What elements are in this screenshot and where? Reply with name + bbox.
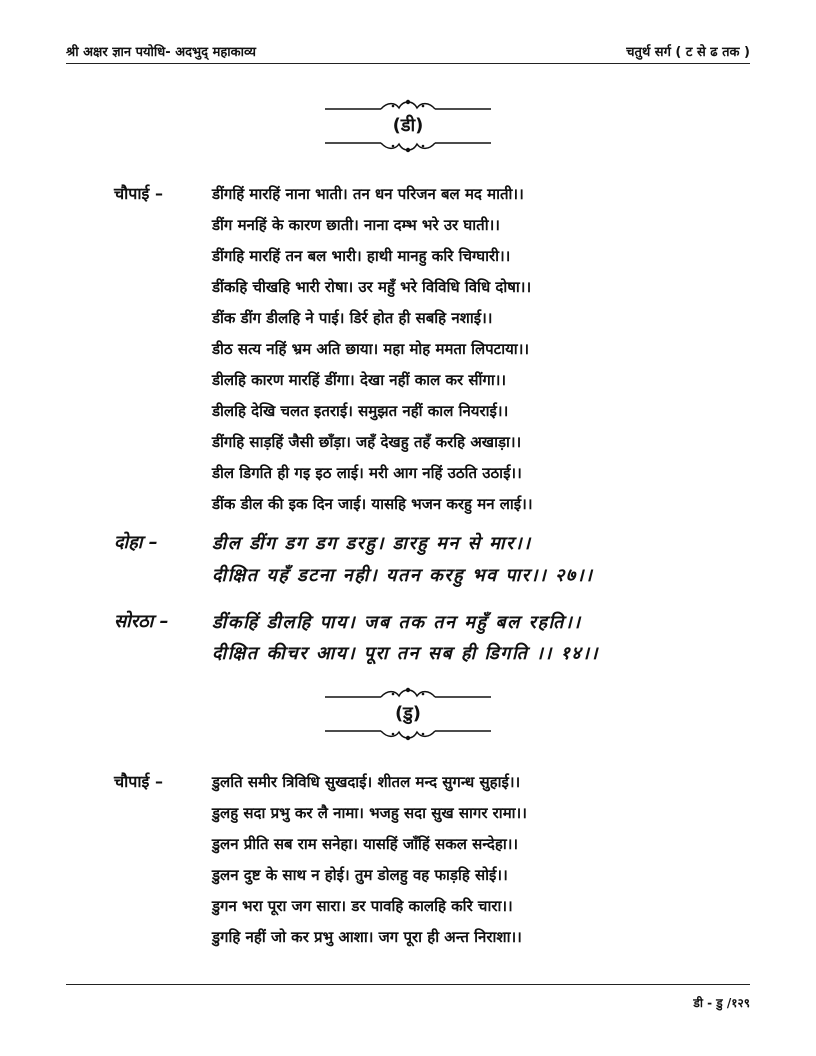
verse-line: डुलति समीर त्रिविधि सुखदाई। शीतल मन्द सुगन्ध सुहाई।। xyxy=(212,773,521,791)
verse-line: डींगहिं मारहिं नाना भाती। तन धन परिजन बल मद माती।। xyxy=(212,185,524,203)
verse-line: डींकहि चीखहि भारी रोषा। उर महुँ भरे विविधि विधि दोषा।। xyxy=(212,278,532,296)
section-heading-du xyxy=(308,684,508,744)
sortha-label: सोरठा – xyxy=(114,611,169,632)
verse-line: डीलहि कारण मारहिं डींगा। देखा नहीं काल कर सींगा।। xyxy=(212,371,507,389)
doha-line: डील डींग डग डग डरहु। डारहु मन से मार।। xyxy=(212,533,532,554)
chapter-title: चतुर्थ सर्ग ( ट से ढ तक ) xyxy=(626,45,750,60)
verse-line: डुलहु सदा प्रभु कर लै नामा। भजहु सदा सुख सागर रामा।। xyxy=(212,804,527,822)
ornament-bottom-icon xyxy=(323,138,493,156)
page-number: डी - डु /१२९ xyxy=(693,996,750,1010)
verse-line: डींक डींग डीलहि ने पाई। डिर्र होत ही सबहि नशाई।। xyxy=(212,309,493,327)
section-heading-di xyxy=(308,96,508,156)
verse-line: डील डिगति ही गइ इठ लाई। मरी आग नहिं उठति उठाई।। xyxy=(212,464,522,482)
verse-line: डींक डील की इक दिन जाई। यासहि भजन करहु मन लाई।। xyxy=(212,495,533,513)
section-title: (डी) xyxy=(392,115,424,136)
footer-divider xyxy=(66,984,750,985)
page-header xyxy=(66,38,750,62)
verse-line: डींगहि मारहिं तन बल भारी। हाथी मानहु करि चिग्घारी।। xyxy=(212,247,511,265)
ornament-bottom-icon xyxy=(323,726,493,744)
chaupai-label: चौपाई – xyxy=(114,184,163,203)
verse-line: डींगहि साड़हिं जैसी छाँड़ा। जहँ देखहु तहँ करहि अखाड़ा।। xyxy=(212,433,522,451)
sortha-line: दीक्षित कीचर आय। पूरा तन सब ही डिगति ।। १४।। xyxy=(212,643,599,664)
verse-line: डुगहि नहीं जो कर प्रभु आशा। जग पूरा ही अन्त निराशा।। xyxy=(212,928,522,946)
doha-label: दोहा – xyxy=(114,532,158,553)
ornament-top-icon xyxy=(323,96,493,114)
doha-line: दीक्षित यहँ डटना नही। यतन करहु भव पार।। २७।। xyxy=(212,565,594,586)
verse-line: डुगन भरा पूरा जग सारा। डर पावहि कालहि करि चारा।। xyxy=(212,897,513,915)
verse-line: डुलन दुष्ट के साथ न होई। तुम डोलहु वह फाड़हि सोई।। xyxy=(212,866,508,884)
sortha-line: डींकहिं डीलहि पाय। जब तक तन महुँ बल रहति।। xyxy=(212,612,582,633)
ornament-top-icon xyxy=(323,684,493,702)
header-divider xyxy=(66,63,750,64)
verse-line: डीठ सत्य नहिं भ्रम अति छाया। महा मोह ममता लिपटाया।। xyxy=(212,340,530,358)
verse-line: डुलन प्रीति सब राम सनेहा। यासहिं जाँहिं सकल सन्देहा।। xyxy=(212,835,519,853)
book-title: श्री अक्षर ज्ञान पयोधि- अदभुद् महाकाव्य xyxy=(66,45,256,60)
verse-line: डीलहि देखि चलत इतराई। समुझत नहीं काल नियराई।। xyxy=(212,402,509,420)
verse-line: डींग मनहिं के कारण छाती। नाना दम्भ भरे उर घाती।। xyxy=(212,216,500,234)
section-title: (डु) xyxy=(394,703,422,724)
chaupai-label: चौपाई – xyxy=(114,772,163,791)
